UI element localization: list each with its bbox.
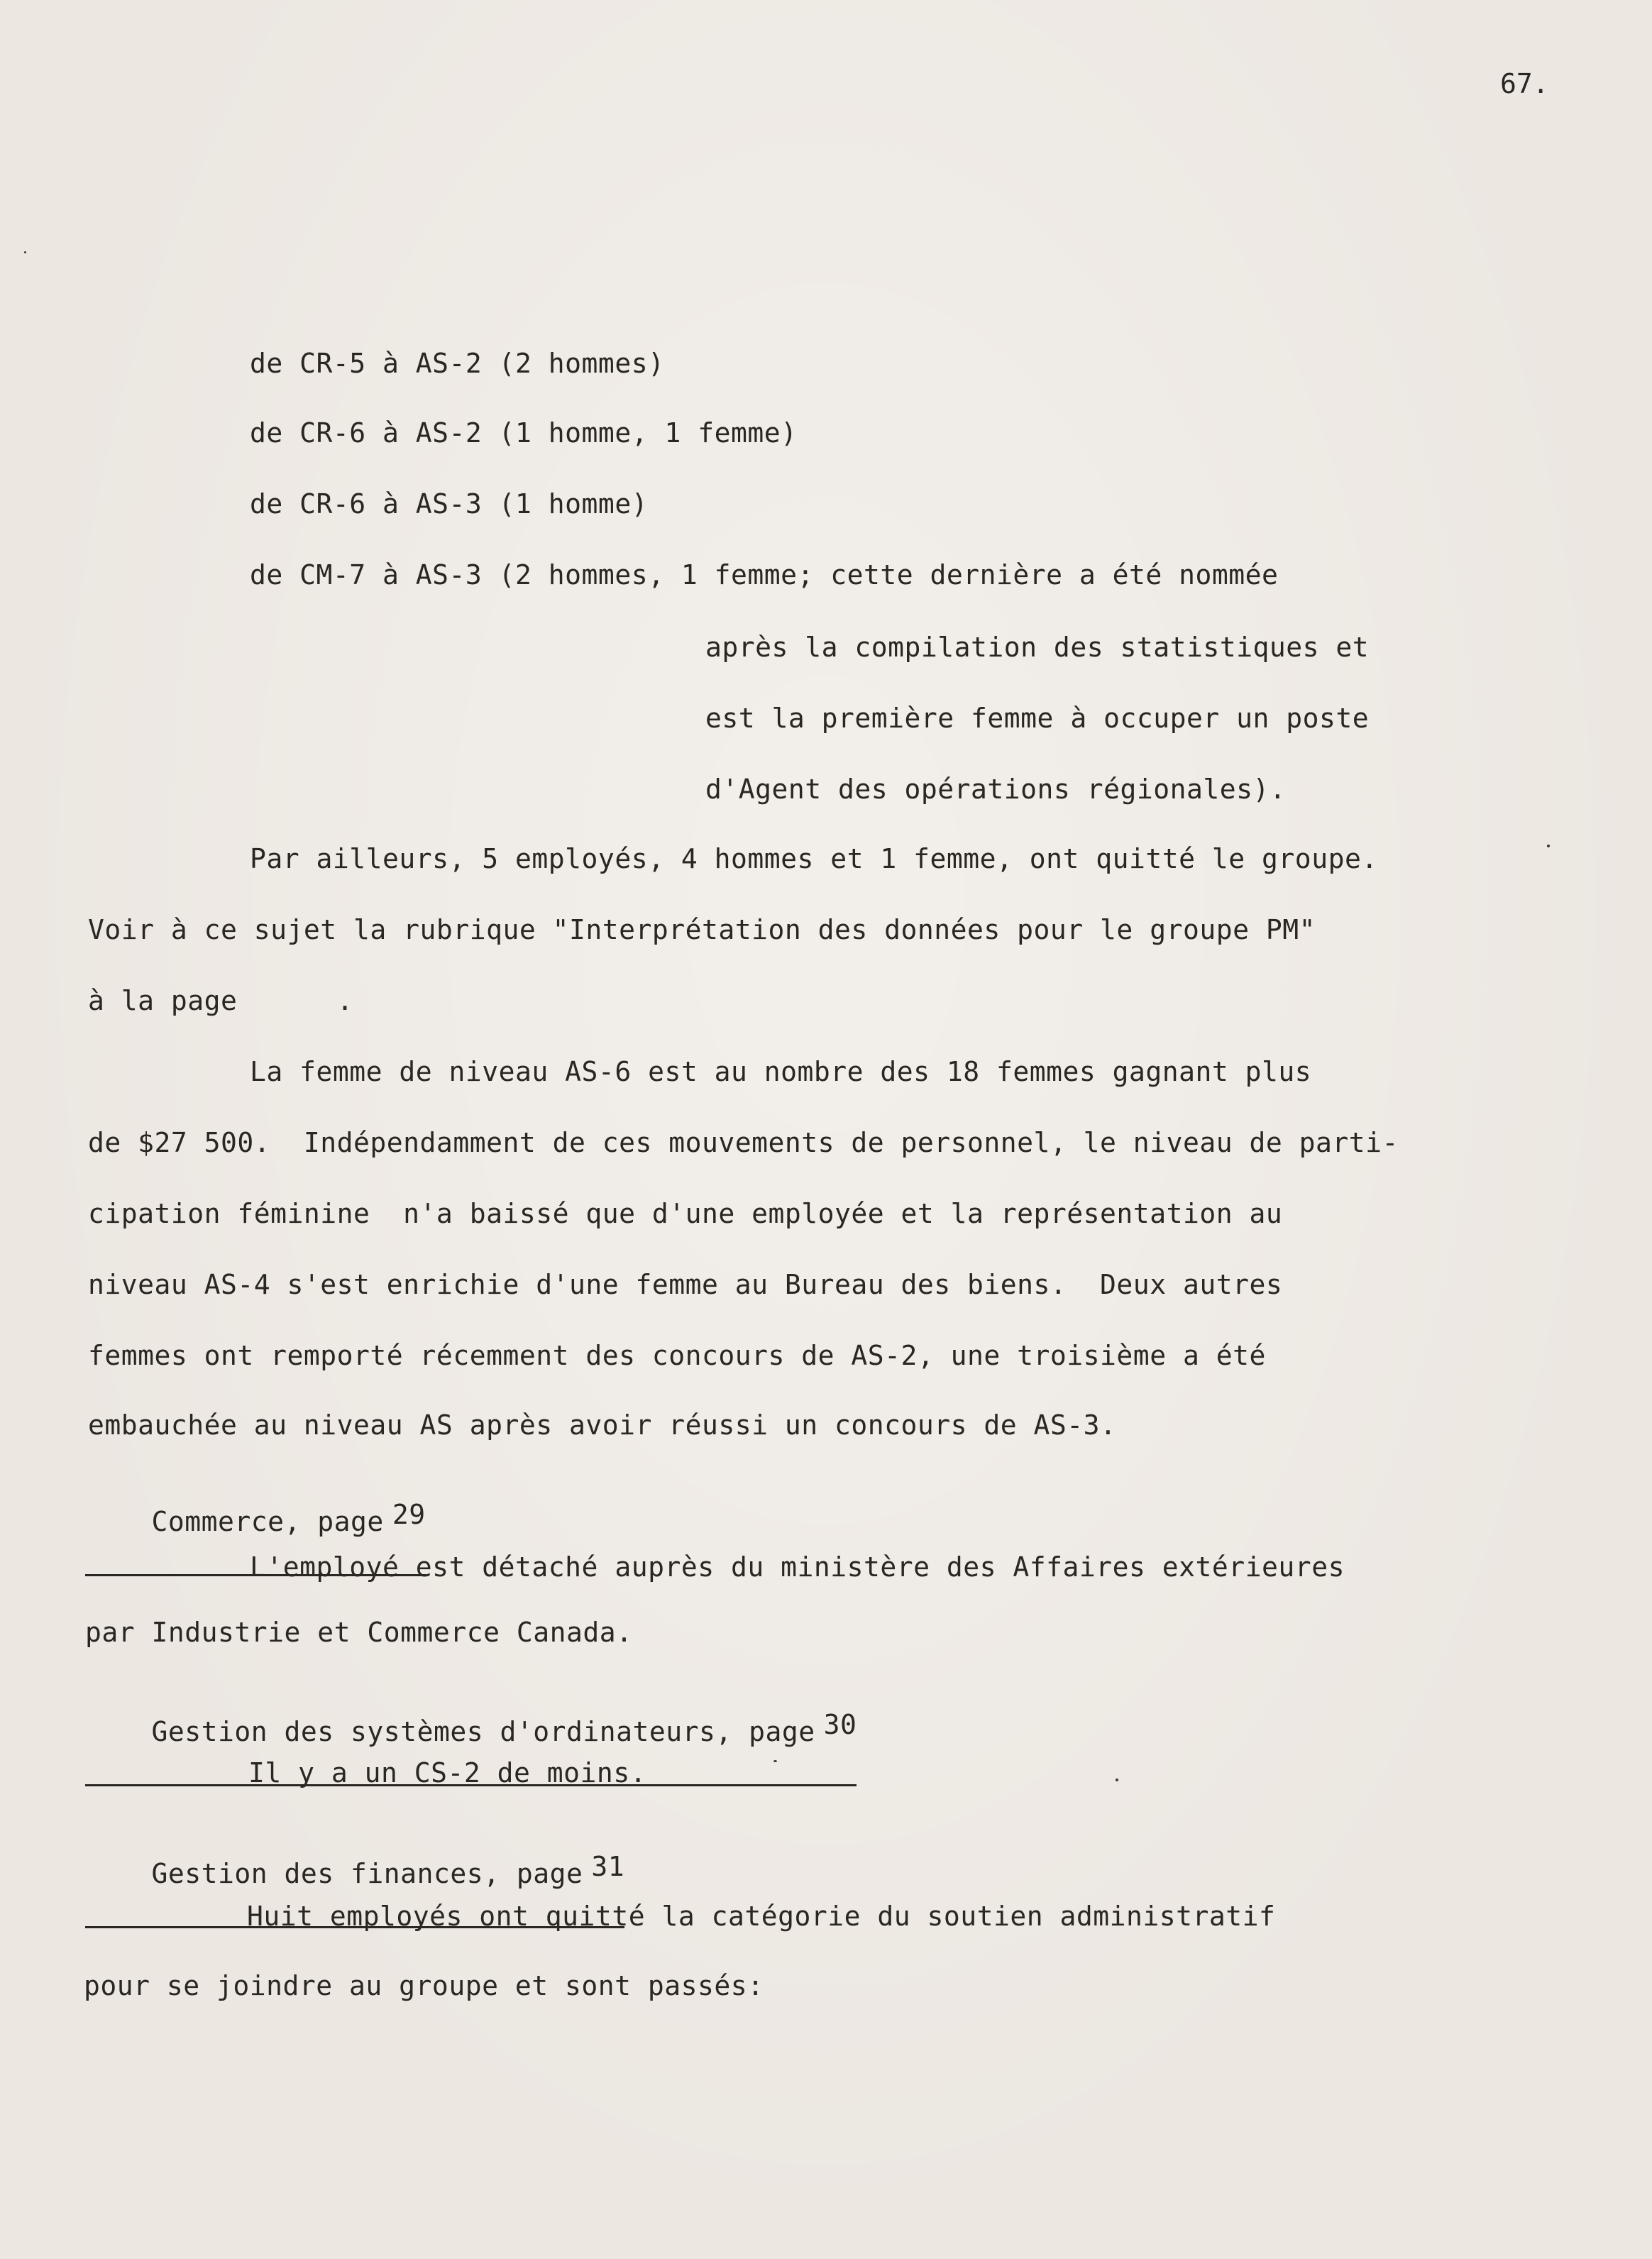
heading-text: Commerce, page [151,1506,384,1537]
list-item: de CR-6 à AS-2 (1 homme, 1 femme) [250,417,798,449]
paragraph-line: Il y a un CS-2 de moins. [248,1757,647,1788]
heading-text: Gestion des systèmes d'ordinateurs, page [151,1716,815,1747]
paragraph-line: pour se joindre au groupe et sont passés: [84,1970,764,2001]
scan-speck [1116,1779,1118,1781]
scan-speck [1547,845,1550,847]
paragraph-line: La femme de niveau AS-6 est au nombre des 18 femmes gagnant plus [250,1056,1312,1087]
paragraph-line: de $27 500. Indépendamment de ces mouvements de personnel, le niveau de parti- [88,1127,1399,1158]
paragraph-line: niveau AS-4 s'est enrichie d'une femme au Bureau des biens. Deux autres [88,1269,1283,1300]
paragraph-line: Voir à ce sujet la rubrique "Interprétation des données pour le groupe PM" [88,914,1316,945]
scan-speck [24,251,26,253]
paragraph-line: Par ailleurs, 5 employés, 4 hommes et 1 femme, ont quitté le groupe. [250,843,1378,874]
scan-speck [773,1760,777,1762]
list-item: de CR-6 à AS-3 (1 homme) [250,488,649,520]
heading-page: 30 [823,1709,857,1740]
list-item-continuation: après la compilation des statistiques et [705,632,1370,663]
paragraph-line: par Industrie et Commerce Canada. [85,1617,633,1648]
paragraph-line: femmes ont remporté récemment des concours de AS-2, une troisième a été [88,1340,1266,1371]
paragraph-line: Huit employés ont quitté la catégorie du soutien administratif [247,1901,1276,1932]
heading-page: 29 [392,1499,426,1530]
list-item: de CR-5 à AS-2 (2 hommes) [250,348,665,379]
heading-page: 31 [591,1851,625,1882]
page-number: 67. [1500,68,1549,99]
paragraph-line: cipation féminine n'a baissé que d'une employée et la représentation au [88,1198,1283,1229]
list-item-continuation: d'Agent des opérations régionales). [705,774,1287,805]
paragraph-line: à la page . [88,985,354,1016]
list-item-continuation: est la première femme à occuper un poste [705,703,1370,734]
paragraph-line: L'employé est détaché auprès du ministère des Affaires extérieures [250,1551,1345,1583]
heading-text: Gestion des finances, page [151,1858,583,1889]
paragraph-line: embauchée au niveau AS après avoir réussi un concours de AS-3. [88,1409,1117,1441]
bleed-through [837,348,1476,376]
list-item: de CM-7 à AS-3 (2 hommes, 1 femme; cette dernière a été nommée [250,559,1279,590]
